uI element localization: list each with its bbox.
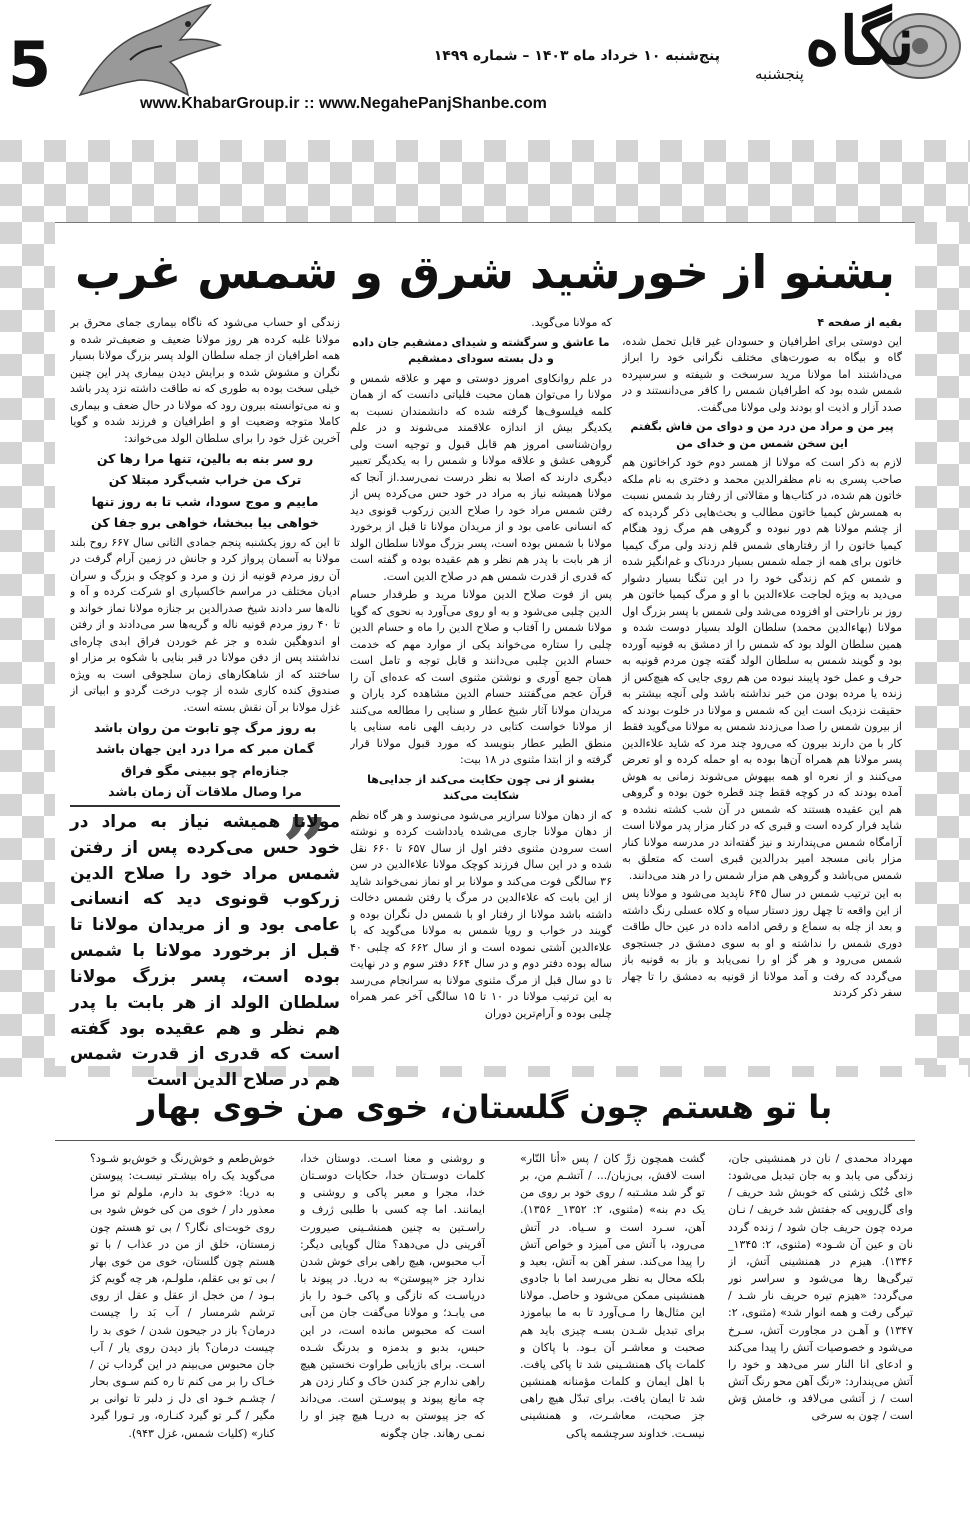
paragraph: در علم روانکاوی امروز دوستی و مهر و علاقه شمس و مولانا را می‌توان همان محبت فلیاتی دانست که از همان کلمه فیلسوف‌ها گرفته شده که دانشمندان نسبت به یکدیگر بیش از اندازه علاقمند می‌شوند و در علم روان‌شناسی امروز هم قابل قبول و توجیه است ولی گروهی عشق و علاقه مولانا و شمس را به یکدیگر تعبیر دیگری دارند که اصلا به نظر درست نمی‌رسد.از آنجا که مولانا همیشه نیاز به مراد در خود حس می‌کرده پس از رفتن شمس مراد خود را صلاح الدین زرکوب قونوی دید که انسانی عامی بود و از مریدان مولانا تا قبل از برخورد مولانا با شمس بوده است، پسر بزرگ مولانا سلطان الولد از هر بابت با پدر هم نظر و هم عقیده بوده و گفته است که قدری از قدرت شمس هم در صلاح الدین است. xyxy=(350,371,612,583)
divider xyxy=(55,1140,915,1141)
logo-subtitle: پنجشنبه xyxy=(755,65,804,83)
paragraph: که از دهان مولانا سرازیر می‌شود می‌نوسد و هر گاه نظم از دهان مولانا جاری می‌شده یادداشت کرده و نوشته است سرودن مثنوی دفتر اول از سال ۶۵۷ تا ۶۶۰ نقل شده و در این سال فرزند کوچک مولانا علاءالدین در سن ۳۶ سالگی فوت می‌کند و مولانا بر او نماز نمی‌خواند شاید از این بابت که علاءالدین در مرگ یا رفتن شمس دخالت داشته باشد مولانا از رفتار او با شمس دل نگران بوده و گویند در خواب و رویا شمس به مولانا می‌گوید که با علاءالدین آشتی نموده است و از سال ۶۶۲ که چلبی ۴۰ ساله بوده دفتر دوم و در سال ۶۶۴ دفتر سوم و در نهایت تا دو سال قبل از مرگ مثنوی مولانا به سرانجام می‌رسد به این ترتیب مولانا در ۱۰ تا ۱۵ سالگی آخر عمر همراه چلبی بوده و آرام‌ترین دوران xyxy=(350,808,612,1020)
subheading: ما عاشق و سرگشته و شیدای دمشقیم جان داده و دل بسته سودای دمشقیم xyxy=(352,335,610,365)
quote-mark-icon: ” xyxy=(282,800,329,894)
paragraph: این دوستی برای اطرافیان و حسودان غیر قابل تحمل شده، گاه و بیگاه به صورت‌های مختلف نگرانی خود را ابراز می‌داشتند اما مولانا مرید سرسخت و شیفته و سرسپرده شمس شده بود که اطرافیان شمس را کافر می‌دانستند و در صدد آزار و اذیت او بودند ولی مولانا می‌گفت. xyxy=(622,334,902,414)
poem-line: رو سر بنه به بالین، تنها مرا رها کن xyxy=(96,451,314,466)
page-header xyxy=(0,0,970,140)
poem-line: ماییم و موج سودا، شب تا به روز تنها xyxy=(91,493,319,509)
article2-headline: با تو هستم چون گلستان، خوی من خوی بهار xyxy=(137,1088,833,1126)
paragraph: لازم به ذکر است که مولانا از همسر دوم خود کراخاتون هم صاحب پسری به نام مظفرالدین محمد و دختری به نام ملکه خاتون هم شده، در کتاب‌ها و مقالاتی از رفتار بد شمس نسبت به همسرش کیمیا خاتون مطالب و بحث‌هایی ذکر گردیده که از چشم مولانا هم دور نبوده و گروهی هم مرگ زود هنگام کیمیا خاتون را از رفتارهای شمس قلم زدند ولی مرگ کیمیا خاتون برای همه از جمله شمس بسیار دردناک و غم‌انگیز شده و شمس کم کم زندگی خود را در این تنگنا بسیار دشوار می‌دید به ویژه لجاجت علاءالدین با او و مرگ کیمیا خاتون هر روز بر ناراحتی او افزوده می‌شد ولی شمس با پسر بزرگ اول مولانا (بهاءالدین محمد) سلطان الولد بسیار دوست شده و همین سلطان الولد بود که شمس را از دمشق به قونیه آورده بود و گویند شمس به سلطان الولد گفته چون مردم قونیه به حرف و عمل خود پایبند نبوده من هم روی جایی که هیچ‌کس از زنده یا مرده بودن من خبر نداشته باشد ولی آنچه بیشتر به حقیقت نزدیک است این که شمس و مولانا در خلوت بودند که از بیرون شمس را صدا می‌زدند شمس به مولانا می‌گوید فقط کار با من دارند بیرون که می‌رود چند مرد که شاید علاءالدین پسر مولانا هم همراه آن‌ها بوده به او حمله کرده و او تعرض می‌کنند و از نعره او همه بیهوش می‌شوند زمانی به هوش آمده بودند که در کوچه فقط چند قطره خون بوده و گروهی هم این عقیده هستند که شمس در آن شب کشته نشده و شاید فرار کرده است و قبری که در کنار مزار پدر مولانا است آرامگاه شمس می‌پندارند و نیز گفته‌اند در مدرسه مولانا کنار مزار بانی مسجد امیر بدرالدین قبری است که متعلق به شمس می‌باشد و گروهی هم مزار شمس را در هند می‌دانند. xyxy=(622,456,902,882)
article2-column-2: گشت همچون زرِّ کان / پس «أنا النّار» است لافش، بی‌زبان/... / آتشـم من، بر تو گر شد مشـتبه / روی خود بر روی من یک دم بنه» (مثنوی، ۲: ۱۳۵۲_ ۱۳۵۶). آهن، سـرد است و سـیاه. در آتش می‌رود، با آتش می آمیزد و خواص آتش را پیدا می‌کند. سفر آهن به آتش، بعید و بلکه محال به نظر می‌رسد اما با جادوی همنشینی ممکن می‌شود و حاصل. مولانا این مثال‌ها را مـی‌آورد تا به ما بیاموزد برای تبدیل شـدن بسـه چیزی باید هم صحبت و معاشـر آن بـود. با پاکان و کلمات پاک همنشـینی شد تا پاکی یافت. با اهل ایمان و کلمات مؤمنانه همنشین شد تا ایمان یافت. برای تبدّل هیچ راهی جز صحبت، معاشـرت، و همنشینی نیسـت. خداوند سرچشمه پاکی xyxy=(520,1152,705,1440)
paragraph: زندگی او حساب می‌شود که ناگاه بیماری جمای محرق بر مولانا غلبه کرده هر روز مولانا ضعیف و ضعیف‌تر شده و همه اطرافیان از جمله سلطان الولد پسر بزرگ مولانا بسیار نگران و مشوش شده و برایش دیدن بیماری پدر این چنین خیلی سخت بوده به طوری که نه طاقت داشته نزد پدر باشد و نه می‌توانسته بیرون رود که مولانا در حال ضعف و بیماری کاملا متوجه وضعیت او و اطرافیان و فرزند شده و گویا آخرین غزل خود را برای سلطان الولد می‌خواند: xyxy=(70,316,340,445)
article2-column-1: مهرداد محمدی / نان در همنشینی جان، زندگی می یابد و به جان تبدیل می‌شود: «ای خُنُک زشتی که خوبش شد حریف / وای گل‌رویی که جفتش شد خریف / نـان مرده چون حریف جان شود / زنده گردد نان و عین آن شـود» (مثنوی، ۲: ۱۳۴۵_ ۱۳۴۶). هیزم در همنشینی آتش، از تیرگی‌ها رها می‌شود و سراسر نور می‌گردد: «هیزم تیره حریف نار شـد / تیرگی رفت و همه انوار شد» (مثنوی، ۲: ۱۳۴۷) و آهـن در مجاورت آتش، سـرخ می‌شود و خصوصیات آتش را پیدا می‌کند و ادعای انا النار سر می‌دهد و خود را آتش می‌پندارد: «رنگ آهن محو رنگ آتش است / ز آتشی می‌لافد و، خامش وَش است / چون به سرخی xyxy=(728,1152,913,1423)
article-column-3 xyxy=(70,315,340,800)
poem-line: جنازه‌ام چو ببینی مگو فراق xyxy=(121,762,289,778)
issue-dateline: پنج‌شنبه ۱۰ خرداد ماه ۱۴۰۳ – شماره ۱۴۹۹ xyxy=(433,48,720,64)
masthead-logo xyxy=(725,0,970,115)
article2-column-4: خوش‌طعم و خوش‌رنگ و خوش‌بو شـود؟ می‌گوید یک راه بیشـتر نیسـت: پیوستن به دریا: «خوی بد دارم، ملولم تو مرا معذور دار / خوی من کی خوش شود بی روی خوبت‌ای نگار؟ / بی تو هستم چون زمستان، خلق از من در عذاب / با تو هستم چون گلستان، خوی من خوی بهار / بی تو بی عقلم، ملولـم، هر چه گویم کژ بـود / من خجل از عقل و عقل از روی ترشم شرمسار / آب بَد را چیست درمان؟ باز در جیحون شدن / خوی بد را چیست درمان؟ باز دیدن روی یار / آب جان محبوس می‌بینم در این گرداب تن / خـاک را بر می کنم تا ره کنم سـوی بحار / چشـم خـود ای دل ز دلبر تا توانی بر مگیر / گـر تو گیرد کنـاره، ور تـورا گیرد کنار» (کلیات شمس، غزل ۹۴۳). xyxy=(90,1152,275,1440)
decorative-border-left xyxy=(0,222,55,1065)
pull-quote: مولانا همیشه نیاز به مراد در خود حس می‌کرده پس از رفتن شمس مراد خود را صلاح الدین زرکوب قونوی دید که انسانی عامی بود و از مریدان مولانا تا قبل از برخورد مولانا با شمس بوده است، پسر بزرگ مولانا سلطان الولد از هر بابت با پدر هم نظر و هم عقیده بود گفته است که قدری از قدرت شمس هم در صلاح الدین است xyxy=(70,812,340,1091)
article-column-2 xyxy=(350,315,612,1055)
page-number: 5 xyxy=(8,28,52,101)
subheading: بشنو از نی چون حکایت می‌کند از جدایی‌ها شکایت می‌کند xyxy=(367,772,595,802)
phoenix-illustration xyxy=(70,0,225,105)
website-urls: www.KhabarGroup.ir :: www.NegahePanjShanbe.com xyxy=(140,95,547,112)
paragraph: به این ترتیب شمس در سال ۶۴۵ ناپدید می‌شود و مولانا پس از این واقعه تا چهل روز دستار سیاه و کلاه عسلی رنگ داشته و بعد از چله به سماع و رقص ادامه داده در عین حال طاقت دوری شمس را نداشته و او به سوی دمشق در جستجوی شمس می‌رود و هر گز او را نمی‌یابد و باز به قونیه باز می‌گردد که رفت و آمد مولانا از قونیه به دمشق را تا چهار سفر ذکر کردند xyxy=(622,887,902,999)
poem-line: ترک من خراب شب‌گرد مبتلا کن xyxy=(108,472,302,488)
poem-line: خواهی بیا ببخشا، خواهی برو جفا کن xyxy=(91,515,319,531)
paragraph: پس از فوت صلاح الدین مولانا مرید و طرفدار حسام الدین چلبی می‌شود و به او روی می‌آورد به نحوی که گویا مولانا شمس را آفتاب و صلاح الدین را ماه و حسام الدین چلبی را ستاره می‌خواند یکی از موارد مهم که خدمت حسام الدین چلبی می‌دانند و قابل توجه و تامل است همان جمع آوری و نوشتن مثنوی است که عده‌ای آن را قرآن عجم می‌گفتند حسام الدین مشاهده کرد یاران و مریدان مولانا آثار شیخ عطار و سنایی را مطالعه می‌کنند از مولانا خواست کتابی در ردیف الهی نامه سنایی یا منطق الطیر عطار بنویسد که مورد قبول مولانا قرار گرفته و از ابتدا مثنوی در ۱۸ بیت: xyxy=(350,588,612,766)
article-column-1 xyxy=(622,315,902,1055)
decorative-border-right xyxy=(915,222,970,1065)
poem-line: به روز مرگ چو تابوت من روان باشد xyxy=(93,720,317,735)
continued-from: بقیه از صفحه ۴ xyxy=(817,316,902,329)
poem-line: مرا وصال ملاقات آن زمان باشد xyxy=(108,784,302,800)
decorative-border-top xyxy=(0,140,970,222)
subheading: پیر من و مراد من درد من و دوای من فاش بگفتم این سخن شمس من و خدای من xyxy=(630,420,894,450)
article-headline: بشنو از خورشید شرق و شمس غرب xyxy=(74,245,896,299)
poem-line: گمان مبر که مرا درد این جهان باشد xyxy=(95,741,315,757)
paragraph: که مولانا می‌گوید. xyxy=(531,316,612,329)
logo-title: نگاه xyxy=(805,2,915,80)
paragraph: تا این که روز یکشنبه پنجم جمادی الثانی سال ۶۶۷ روح بلند مولانا به آسمان پرواز کرد و جانش در زمین آرام گرفت در آن روز مردم قونیه از زن و مرد و کوچک و بزرگ و سران ادیان مختلف در مراسم خاکسپاری او شرکت کرده و آه و ناله‌ها سر دادند شیخ صدرالدین بر جنازه مولانا نماز خواند و تا ۴۰ روز مردم قونیه ناله و گریه‌ها سر می‌دادند و از رفتن او اندوهگین شده و جز غم خوردن فراق ابدی چاره‌ای نداشتند پس از دفن مولانا در قبر بنایی با شکوه بر مزار او ساختند که از شاهکارهای زمان سلجوقی است به ویژه صندوق کنده کاری شده از چوب درخت گردو و ابیاتی از غزل مولانا بر آن نقش بسته است. xyxy=(70,535,340,714)
article2-column-3: و روشنی و معنا اسـت. دوستان خدا، کلمات دوسـتان خدا، حکایات دوسـتان خدا، مجرا و معبر پاکی و روشنی و ایمانند. اما چه کسی با طلبی ژرف و راسـتین به چنین همنشـینی صیرورت‌ آفرینی دل می‌دهد؟ مثال گویایی دیگر: آب محبوس، هیچ راهی برای خوش شدن ندارد جز «پیوستن» به دریا. در پیوند با دریاسـت که تازگی و پاکی خـود را باز می یابـد؛ و مولانا می‌گفت جان من آبی است که محبوس مانده است، در این حبس، بدبو و بدمزه و بدرنگ شـده اسـت. برای بازیابی طراوت نخستین هیچ راهی ندارم جز کندن خاک و کنار زدن هر چه مانع پیوند و پیوسـتن است. می‌داند که جز پیوستن به دریـا هیچ چیز او را نمـی رهاند. جان چگونه xyxy=(300,1152,485,1440)
